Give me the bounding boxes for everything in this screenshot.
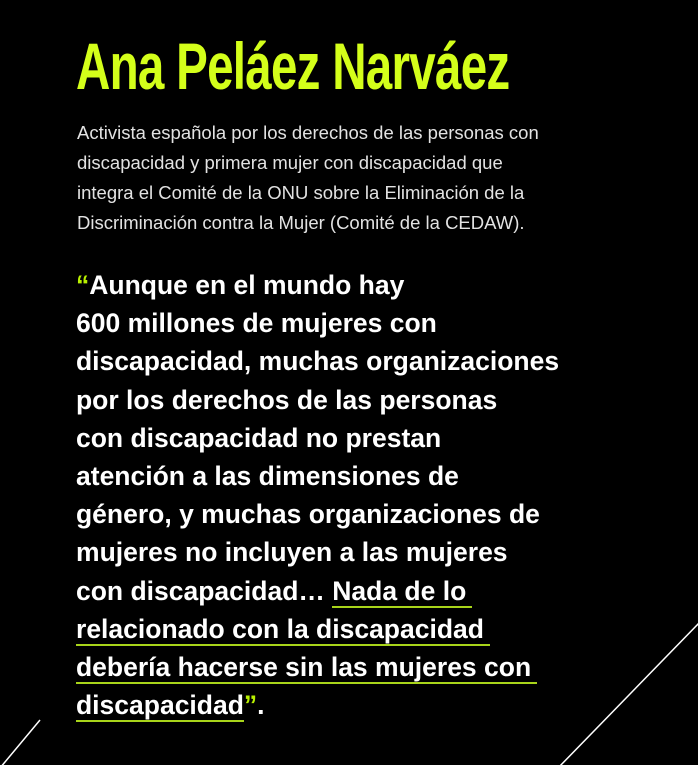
quote-line: discapacidad, muchas organizaciones (76, 346, 560, 377)
close-quote-mark: ” (243, 690, 258, 721)
quote-line: atención a las dimensiones de (76, 461, 459, 492)
quote-line: 600 millones de mujeres con (76, 308, 437, 339)
highlighted-quote-line: discapacidad (76, 690, 244, 721)
quote-line: género, y muchas organizaciones de (76, 499, 540, 530)
description-line: integra el Comité de la ONU sobre la Eliminación de la (77, 182, 525, 203)
quote-line: Aunque en el mundo hay (89, 270, 405, 300)
end-punctuation: . (257, 690, 265, 721)
open-quote-mark: “ (76, 270, 90, 300)
quote-line: por los derechos de las personas (76, 384, 498, 415)
highlighted-quote-line: Nada de lo (332, 576, 472, 608)
quote-line: mujeres no incluyen a las mujeres (76, 537, 508, 568)
highlighted-quote-line: debería hacerse sin las mujeres con (76, 652, 537, 684)
description-line: Activista española por los derechos de las personas con (77, 122, 539, 143)
page-title: Ana Peláez Narváez (76, 29, 510, 103)
diagonal-line-left (0, 720, 40, 765)
quote-block (76, 266, 559, 724)
highlighted-quote-line: relacionado con la discapacidad (76, 614, 490, 646)
description (77, 118, 539, 238)
diagonal-line-right (558, 622, 698, 765)
quote-line: con discapacidad… (76, 575, 333, 606)
quote-line: con discapacidad no prestan (76, 422, 442, 453)
description-line: discapacidad y primera mujer con discapacidad que (77, 152, 503, 173)
description-line: Discriminación contra la Mujer (Comité de la CEDAW). (77, 212, 525, 233)
